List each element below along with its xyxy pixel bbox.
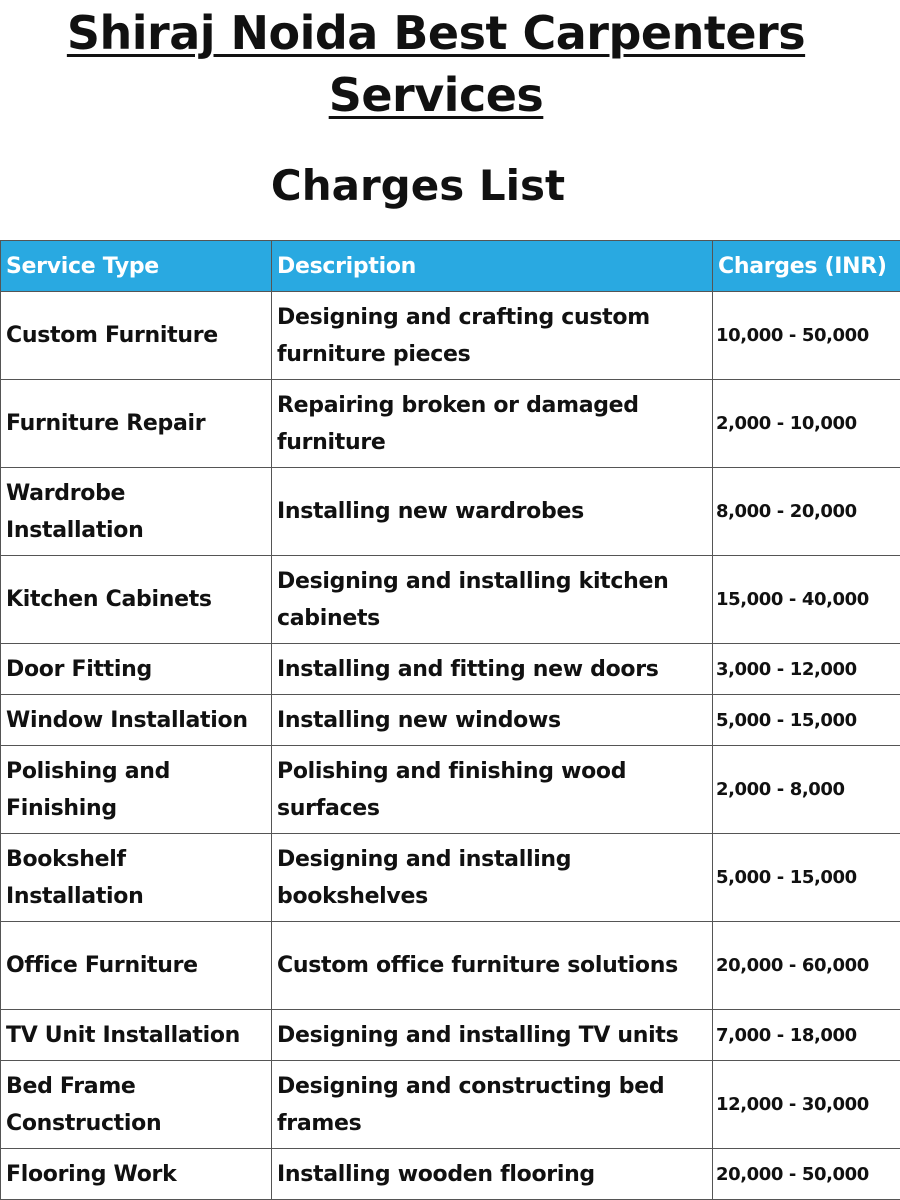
column-header-description: Description bbox=[272, 241, 713, 292]
table-row bbox=[1, 834, 900, 922]
description-cell: Repairing broken or damaged furniture bbox=[272, 380, 713, 468]
service-cell: Kitchen Cabinets bbox=[1, 556, 272, 644]
table-row bbox=[1, 695, 900, 746]
charges-cell: 7,000 - 18,000 bbox=[713, 1010, 900, 1061]
page-subtitle: Charges List bbox=[270, 161, 566, 210]
charges-cell: 10,000 - 50,000 bbox=[713, 292, 900, 380]
charges-cell: 12,000 - 30,000 bbox=[713, 1061, 900, 1149]
charges-cell: 2,000 - 10,000 bbox=[713, 380, 900, 468]
charges-cell: 5,000 - 15,000 bbox=[713, 695, 900, 746]
description-cell: Polishing and finishing wood surfaces bbox=[272, 746, 713, 834]
table-row bbox=[1, 556, 900, 644]
description-cell: Designing and constructing bed frames bbox=[272, 1061, 713, 1149]
service-cell: Office Furniture bbox=[1, 922, 272, 1010]
service-cell: Flooring Work bbox=[1, 1149, 272, 1200]
service-cell: Bookshelf Installation bbox=[1, 834, 272, 922]
description-cell: Designing and crafting custom furniture pieces bbox=[272, 292, 713, 380]
service-cell: Furniture Repair bbox=[1, 380, 272, 468]
charges-cell: 20,000 - 60,000 bbox=[713, 922, 900, 1010]
service-cell: Custom Furniture bbox=[1, 292, 272, 380]
description-cell: Installing wooden flooring bbox=[272, 1149, 713, 1200]
description-cell: Designing and installing kitchen cabinets bbox=[272, 556, 713, 644]
service-cell: TV Unit Installation bbox=[1, 1010, 272, 1061]
charges-cell: 8,000 - 20,000 bbox=[713, 468, 900, 556]
charges-cell: 2,000 - 8,000 bbox=[713, 746, 900, 834]
charges-cell: 5,000 - 15,000 bbox=[713, 834, 900, 922]
description-cell: Installing new wardrobes bbox=[272, 468, 713, 556]
table-row bbox=[1, 292, 900, 380]
charges-cell: 15,000 - 40,000 bbox=[713, 556, 900, 644]
description-cell: Installing new windows bbox=[272, 695, 713, 746]
service-cell: Polishing and Finishing bbox=[1, 746, 272, 834]
description-cell: Installing and fitting new doors bbox=[272, 644, 713, 695]
column-header-service-type: Service Type bbox=[1, 241, 272, 292]
service-cell: Window Installation bbox=[1, 695, 272, 746]
table-header-row bbox=[1, 241, 900, 292]
table-row bbox=[1, 1010, 900, 1061]
charges-table bbox=[0, 240, 900, 1200]
charges-cell: 3,000 - 12,000 bbox=[713, 644, 900, 695]
service-cell: Wardrobe Installation bbox=[1, 468, 272, 556]
table-row bbox=[1, 380, 900, 468]
table-row bbox=[1, 746, 900, 834]
service-cell: Bed Frame Construction bbox=[1, 1061, 272, 1149]
table-row bbox=[1, 1149, 900, 1200]
description-cell: Designing and installing TV units bbox=[272, 1010, 713, 1061]
description-cell: Custom office furniture solutions bbox=[272, 922, 713, 1010]
table-row bbox=[1, 922, 900, 1010]
description-cell: Designing and installing bookshelves bbox=[272, 834, 713, 922]
page-title-text: Shiraj Noida Best Carpenters Services bbox=[66, 6, 806, 122]
table-row bbox=[1, 644, 900, 695]
table-row bbox=[1, 468, 900, 556]
table-row bbox=[1, 1061, 900, 1149]
charges-cell: 20,000 - 50,000 bbox=[713, 1149, 900, 1200]
column-header-charges: Charges (INR) bbox=[713, 241, 900, 292]
page-title bbox=[0, 2, 872, 126]
service-cell: Door Fitting bbox=[1, 644, 272, 695]
